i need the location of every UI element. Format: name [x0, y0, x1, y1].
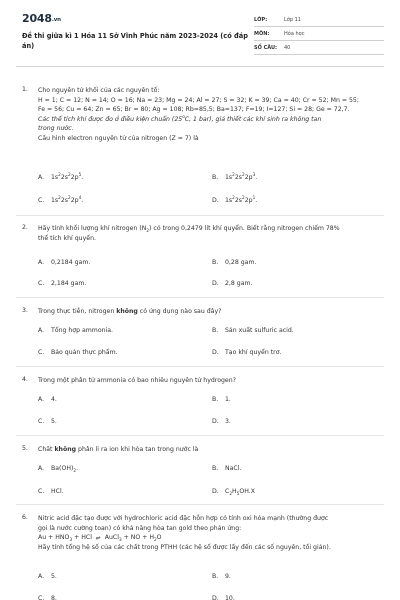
option-text: 0,28 gam.: [225, 259, 257, 266]
option-letter: A.: [38, 396, 45, 403]
option-text: 5.: [51, 573, 57, 580]
option-letter: A.: [38, 573, 45, 580]
option-c[interactable]: [38, 280, 86, 287]
question-text: [38, 514, 380, 552]
option-c[interactable]: [38, 595, 57, 600]
option-d[interactable]: [212, 418, 231, 425]
option-letter: C.: [38, 280, 45, 287]
question-number: 5.: [22, 445, 28, 452]
question-line: Nitric acid đặc tạo được với hydrochloric acid đặc hỗn hợp có tính oxi hóa mạnh (thường được: [38, 515, 329, 522]
meta-key: LỚP:: [254, 16, 268, 23]
option-a[interactable]: A. $1s^22s^22p^5$.: [38, 171, 84, 181]
question-text: [38, 86, 380, 144]
option-letter: B.: [212, 327, 219, 334]
question-divider: [16, 435, 384, 436]
meta-key: SỐ CÂU:: [254, 44, 278, 51]
option-d[interactable]: D. $C_2H_5OH.X$: [212, 488, 255, 497]
question-line: H = 1; C = 12; N = 14; O = 16; Na = 23; Mg = 24; Al = 27; S = 32; K = 39; Ca = 40; Cr = 52; Mn = 55;: [38, 96, 359, 104]
question-emphasis: không: [116, 308, 138, 315]
question-fragment: phân li ra ion khi hòa tan trong nước là: [76, 446, 199, 453]
option-letter: B.: [212, 174, 219, 181]
meta-key: MÔN:: [254, 30, 270, 37]
question-number: 6.: [22, 514, 28, 521]
option-a[interactable]: [38, 259, 90, 266]
option-text: Bảo quản thực phẩm.: [51, 349, 118, 356]
option-text: Sản xuất sulfuric acid.: [225, 327, 294, 334]
question-note: trong nước.: [38, 125, 74, 133]
option-c[interactable]: C. $1s^22s^22p^4$.: [38, 194, 84, 204]
option-letter: B.: [212, 573, 219, 580]
question-divider: [16, 366, 384, 367]
option-b[interactable]: [212, 259, 256, 266]
meta-row-subject: [254, 27, 384, 41]
question-divider: [16, 215, 384, 216]
meta-value: Lớp 11: [284, 16, 301, 23]
option-text: NaCl.: [225, 465, 242, 472]
note-text: C, 1 bar), giả thiết các khí sinh ra không tan: [184, 115, 322, 123]
meta-row-question-count: [254, 41, 384, 55]
option-text: HCl.: [51, 488, 64, 495]
option-b[interactable]: B. $1s^22s^22p^3$.: [212, 171, 258, 181]
option-letter: C.: [38, 488, 45, 495]
document-title: Đề thi giữa kì 1 Hóa 11 Sở Vĩnh Phúc năm 2023-2024 (có đáp án): [22, 32, 248, 50]
option-letter: B.: [212, 259, 219, 266]
question-fragment: Hãy tính khối lượng khí nitrogen (N: [38, 225, 147, 232]
option-d[interactable]: [212, 349, 281, 356]
option-b[interactable]: [212, 573, 231, 580]
option-text: 2,184 gam.: [51, 280, 87, 287]
question-number: 1.: [22, 86, 28, 93]
question-text: [38, 376, 380, 386]
question-text: [38, 307, 380, 317]
question-divider: [16, 504, 384, 505]
question-number: 4.: [22, 376, 28, 383]
logo-text: 2048: [22, 12, 52, 25]
option-a[interactable]: A. $Ba(OH)_2$.: [38, 465, 79, 474]
question-line: gọi là nước cường toan) có khả năng hòa tan gold theo phản ứng:: [38, 524, 242, 532]
question-number: 3.: [22, 307, 28, 314]
question-emphasis: không: [54, 446, 77, 453]
question-line: Cho nguyên tử khối của các nguyên tố:: [38, 87, 160, 94]
option-letter: C.: [38, 197, 45, 204]
option-b[interactable]: [212, 327, 294, 334]
option-text: 2,8 gam.: [225, 280, 253, 287]
question-number: 2.: [22, 224, 28, 231]
option-a[interactable]: [38, 327, 113, 334]
meta-value: 40: [284, 44, 291, 51]
question-fragment: có ứng dụng nào sau đây?: [137, 308, 222, 315]
option-letter: B.: [212, 465, 219, 472]
option-b[interactable]: [212, 396, 231, 403]
question-1: [22, 86, 380, 216]
question-2: [22, 224, 380, 294]
question-6: [22, 514, 380, 600]
option-text: 5.: [51, 418, 57, 425]
question-line: [38, 307, 380, 317]
option-text: 8.: [51, 595, 57, 600]
question-3: [22, 307, 380, 367]
question-4: [22, 376, 380, 436]
question-line: Fe = 56; Cu = 64; Zn = 65; Br = 80; Ag = 108; Rb=85,5; Ba=137; F=19; I=127; Si = 28; Ge = 72,7.: [38, 106, 350, 114]
option-d[interactable]: [212, 280, 253, 287]
exam-meta-table: [254, 13, 384, 55]
option-letter: D.: [212, 418, 219, 425]
question-fragment: Chất: [38, 446, 55, 453]
option-letter: C.: [38, 418, 45, 425]
option-letter: A.: [38, 327, 45, 334]
note-text: Các thể tích khí được đo ở điều kiện chuẩn (25: [38, 115, 183, 123]
option-text: 1.: [225, 396, 231, 403]
question-divider: [16, 297, 384, 298]
question-line: Cấu hình electron nguyên tử của nitrogen (Z = 7) là: [38, 134, 199, 142]
question-note: Các thể tích khí được đo ở điều kiện chuẩn (25$^o$C, 1 bar), giả thiết các khí sinh ra không tan: [38, 113, 322, 123]
logo-suffix: .vn: [51, 17, 61, 23]
question-line: [38, 445, 380, 455]
option-c[interactable]: [38, 349, 118, 356]
option-letter: D.: [212, 280, 219, 287]
option-letter: A.: [38, 174, 45, 181]
option-b[interactable]: [212, 465, 241, 472]
option-text: 9.: [225, 573, 231, 580]
site-logo[interactable]: [22, 12, 61, 25]
question-fragment: ) có trong 0,2479 lít khí quyển. Biết rằng nitrogen chiếm 78%: [149, 225, 340, 232]
option-letter: B.: [212, 396, 219, 403]
option-letter: C.: [38, 595, 45, 600]
option-text: Tạo khí quyển trơ.: [225, 349, 282, 356]
header-divider: [16, 66, 384, 67]
question-line: thể tích khí quyển.: [38, 234, 96, 242]
question-line: Hãy tính tổng hệ số của các chất trong PTHH (các hệ số được lấy đến các số nguyên, tối giản).: [38, 543, 331, 551]
question-fragment: Trong thực tiễn, nitrogen: [38, 308, 117, 315]
meta-value: Hóa học: [284, 30, 305, 37]
option-a[interactable]: [38, 573, 57, 580]
option-d[interactable]: [212, 595, 235, 600]
option-letter: D.: [212, 595, 219, 600]
option-text: 3.: [225, 418, 231, 425]
option-d[interactable]: D. $1s^22s^22p^1$.: [212, 194, 258, 204]
option-letter: D.: [212, 349, 219, 356]
option-text: 4.: [51, 396, 57, 403]
question-text: [38, 445, 380, 455]
option-c[interactable]: [38, 488, 64, 495]
question-line: Trong một phân tử ammonia có bao nhiêu nguyên tử hydrogen?: [38, 377, 236, 384]
reaction-equation: $Au + HNO_3$ + HCl ⥂ AuCl$_3$ + NO + $H_2O$: [38, 534, 162, 543]
question-text: [38, 224, 380, 243]
option-letter: D.: [212, 197, 219, 204]
question-5: [22, 445, 380, 505]
option-letter: D.: [212, 488, 219, 495]
option-letter: A.: [38, 465, 45, 472]
option-letter: C.: [38, 349, 45, 356]
option-text: 0,2184 gam.: [51, 259, 91, 266]
option-a[interactable]: [38, 396, 57, 403]
option-text: 10.: [225, 595, 235, 600]
option-text: Tổng hợp ammonia.: [51, 327, 114, 334]
option-c[interactable]: [38, 418, 57, 425]
meta-row-class: [254, 13, 384, 27]
question-line: Hãy tính khối lượng khí nitrogen $(N_2)$ có trong 0,2479 lít khí quyển. Biết rằng nitrogen chiếm 78%: [38, 225, 340, 234]
option-letter: A.: [38, 259, 45, 266]
